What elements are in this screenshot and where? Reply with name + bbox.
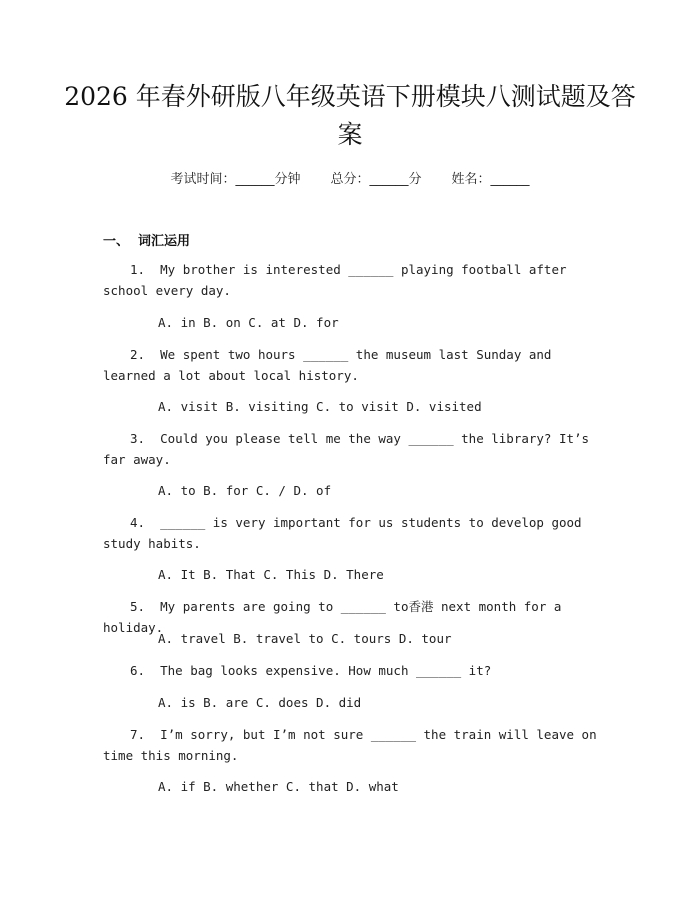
- question-number: 2.: [130, 347, 146, 362]
- question-6-options: A. is B. are C. does D. did: [158, 695, 362, 710]
- question-text: My brother is interested ______ playing football after school every day.: [103, 262, 567, 298]
- question-text: The bag looks expensive. How much ______ it?: [160, 663, 492, 678]
- question-7-options: A. if B. whether C. that D. what: [158, 779, 399, 794]
- exam-meta: [0, 168, 700, 187]
- question-text: Could you please tell me the way ______ the library? It’s far away.: [103, 431, 590, 467]
- question-6: [103, 660, 598, 681]
- question-text: My parents are going to ______ to香港 next month for a holiday.: [103, 599, 562, 635]
- question-text: We spent two hours ______ the museum last Sunday and learned a lot about local history.: [103, 347, 552, 383]
- question-5-options: A. travel B. travel to C. tours D. tour: [158, 631, 452, 646]
- question-3: [103, 428, 598, 470]
- question-number: 6.: [130, 663, 146, 678]
- question-number: 1.: [130, 262, 146, 277]
- question-3-options: A. to B. for C. / D. of: [158, 483, 332, 498]
- exam-time: 考试时间：______分钟: [170, 172, 301, 187]
- question-text: I’m sorry, but I’m not sure ______ the train will leave on time this morning.: [103, 727, 597, 763]
- title-text: 2026 年春外研版八年级英语下册模块八测试题及答案: [64, 82, 636, 149]
- question-number: 3.: [130, 431, 146, 446]
- question-2: [103, 344, 598, 386]
- question-2-options: A. visit B. visiting C. to visit D. visited: [158, 399, 482, 414]
- question-text: ______ is very important for us students to develop good study habits.: [103, 515, 582, 551]
- question-number: 5.: [130, 599, 146, 614]
- question-1-options: A. in B. on C. at D. for: [158, 315, 339, 330]
- question-7: [103, 724, 598, 766]
- question-number: 7.: [130, 727, 146, 742]
- exam-score: 总分：______分: [330, 172, 422, 187]
- exam-name: 姓名：______: [451, 172, 530, 187]
- question-4: [103, 512, 598, 554]
- question-number: 4.: [130, 515, 146, 530]
- question-4-options: A. It B. That C. This D. There: [158, 567, 384, 582]
- section-heading: 一、 词汇运用: [103, 234, 191, 249]
- question-1: [103, 259, 598, 301]
- document-title: [60, 78, 640, 154]
